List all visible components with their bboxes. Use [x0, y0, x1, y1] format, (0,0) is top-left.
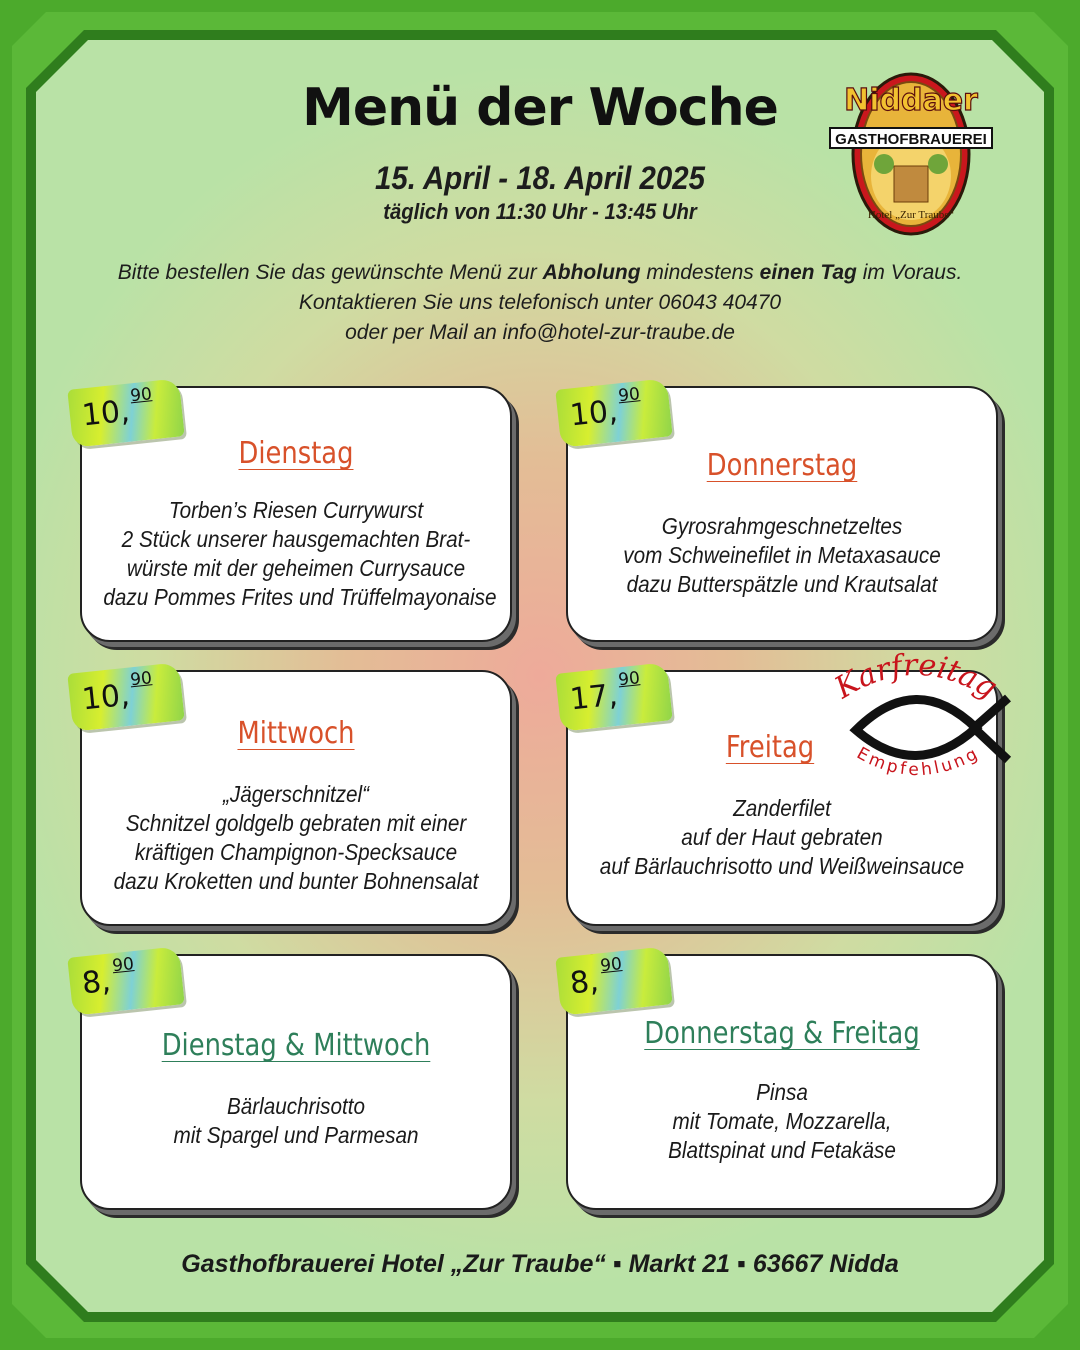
menu-day: Freitag — [725, 730, 815, 765]
logo-subtitle: Hotel „Zur Traube“ — [867, 209, 955, 221]
page-title: Menü der Woche — [302, 78, 778, 138]
karfreitag-stamp — [816, 650, 1016, 800]
logo-banner: GASTHOFBRAUEREI — [835, 131, 987, 148]
menu-day: Dienstag — [238, 436, 354, 471]
stamp-title: Karfreitag — [829, 650, 1004, 706]
menu-description: „Jägerschnitzel“ Schnitzel goldgelb gebraten mit einer kräftigen Champignon-Specksauce dazu Kroketten und bunter Bohnensalat — [113, 781, 479, 894]
fish-icon — [856, 699, 976, 755]
menu-day: Donnerstag & Freitag — [644, 1016, 920, 1051]
logo-brand: Niddaer — [844, 83, 978, 118]
order-info: Bitte bestellen Sie das gewünschte Menü zur Abholung mindestens einen Tag im Voraus. Kontaktieren Sie uns telefonisch unter 06043 40470 oder per Mail an info@hotel-zur-traube.de — [0, 258, 1080, 348]
menu-description: Zanderfilet auf der Haut gebraten auf Bärlauchrisotto und Weißweinsauce — [599, 795, 965, 879]
price-tag: 10, 90 — [67, 378, 184, 447]
footer-address: Gasthofbrauerei Hotel „Zur Traube“ ▪ Markt 21 ▪ 63667 Nidda — [181, 1250, 899, 1278]
price-tag: 17, 90 — [555, 662, 672, 731]
phone-info: Kontaktieren Sie uns telefonisch unter 06043 40470 — [298, 291, 782, 314]
menu-description: Torben’s Riesen Currywurst 2 Stück unserer hausgemachten Brat- würste mit der geheimen Currysauce dazu Pommes Frites und Trüffelmayonaise — [103, 497, 497, 610]
menu-description: Pinsa mit Tomate, Mozzarella, Blattspinat und Fetakäse — [668, 1079, 896, 1163]
menu-day: Mittwoch — [237, 716, 355, 751]
menu-day: Dienstag & Mittwoch — [161, 1028, 431, 1063]
email-info: oder per Mail an info@hotel-zur-traube.de — [345, 321, 735, 344]
menu-description: Gyrosrahmgeschnetzeltes vom Schweinefilet in Metaxasauce dazu Butterspätzle und Krautsalat — [623, 513, 941, 597]
price-tag: 10, 90 — [67, 662, 184, 731]
stamp-subtitle: Empfehlung — [853, 743, 984, 781]
brewery-logo — [826, 66, 996, 236]
menu-day: Donnerstag — [706, 448, 858, 483]
price-tag: 8, 90 — [555, 946, 672, 1015]
opening-hours: täglich von 11:30 Uhr - 13:45 Uhr — [383, 199, 697, 224]
price-tag: 10, 90 — [555, 378, 672, 447]
price-tag: 8, 90 — [67, 946, 184, 1015]
menu-description: Bärlauchrisotto mit Spargel und Parmesan — [173, 1093, 419, 1148]
date-range: 15. April - 18. April 2025 — [375, 160, 705, 196]
